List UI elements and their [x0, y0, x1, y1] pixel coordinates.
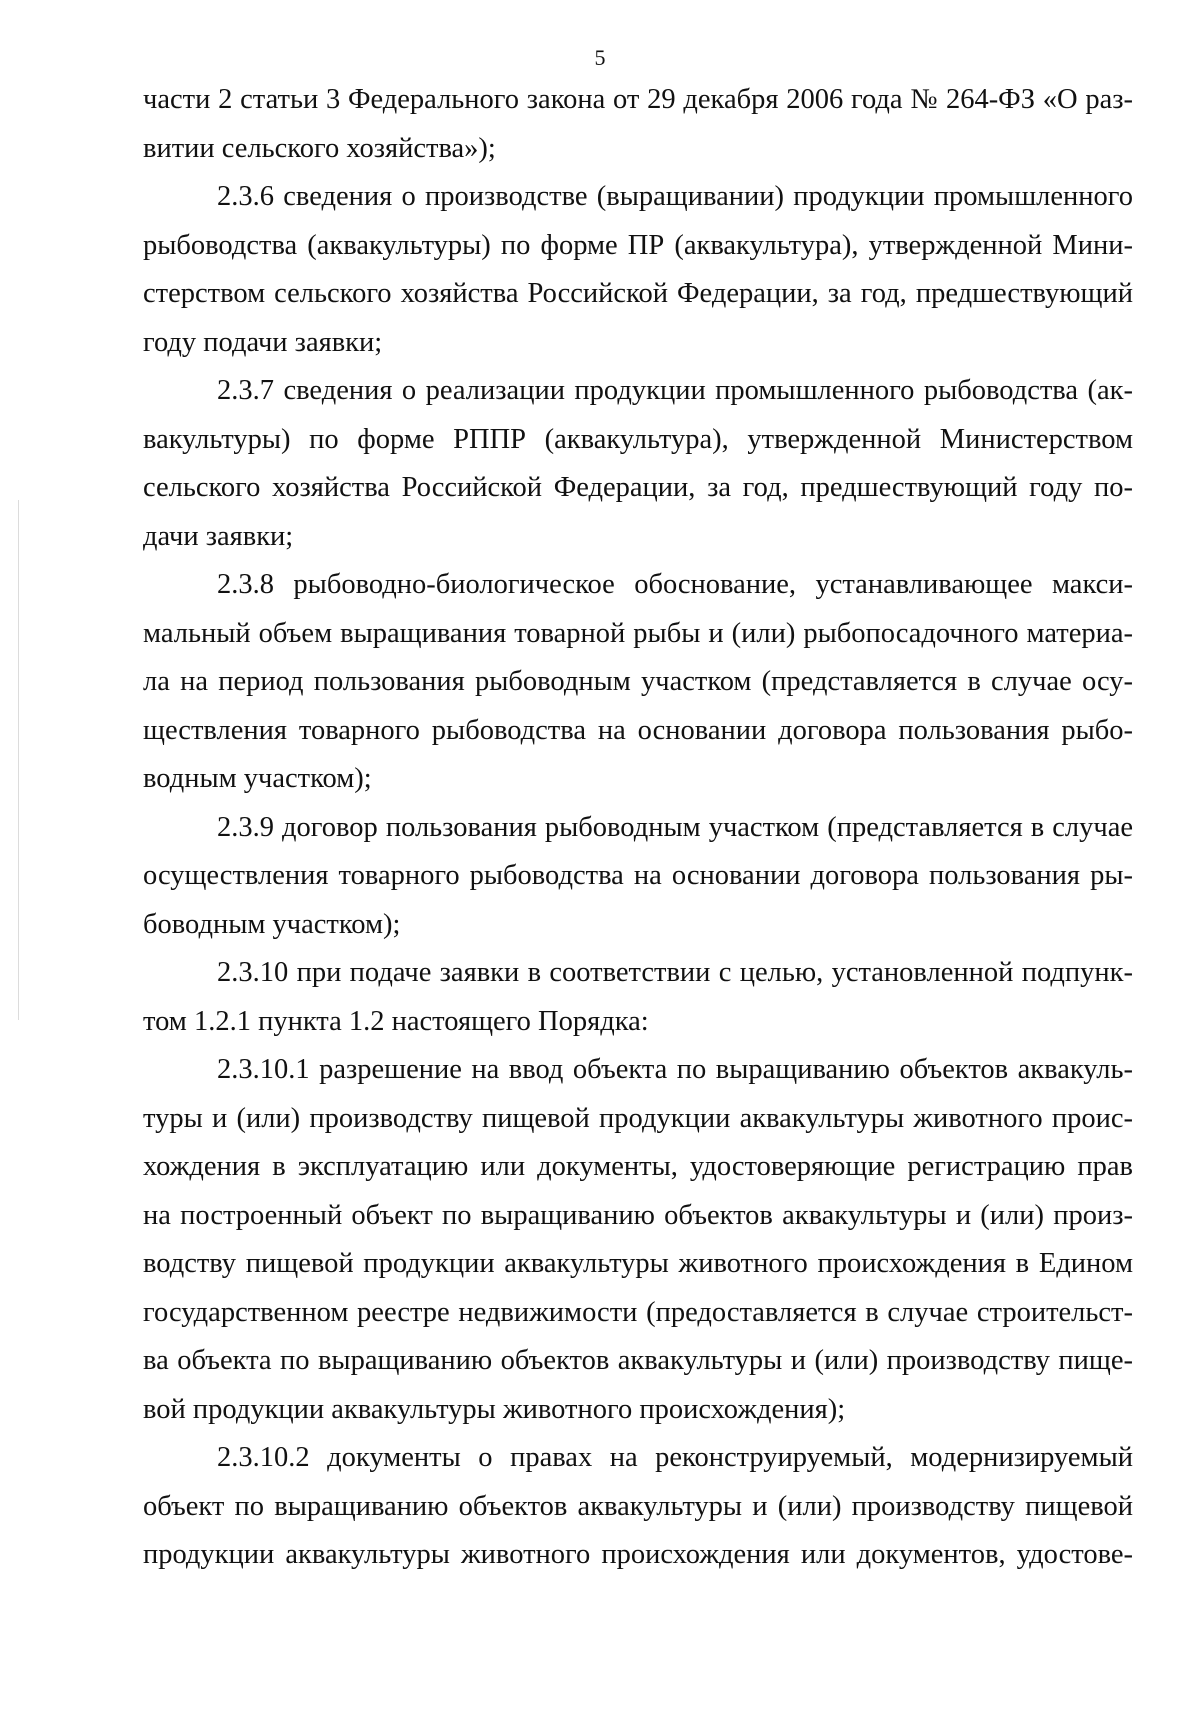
text-line: ла на период пользования рыбоводным участком (представляется в случае осу- — [143, 666, 1133, 697]
text-line: вакультуры) по форме РППР (аквакультура), утвержденной Министерством — [143, 423, 1133, 455]
text-line: осуществления товарного рыбоводства на основании договора пользования ры- — [143, 860, 1133, 891]
text-line: 2.3.10.2 документы о правах на реконструируемый, модернизируемый — [217, 1442, 1133, 1473]
text-line: 2.3.7 сведения о реализации продукции промышленного рыбоводства (ак- — [217, 375, 1133, 406]
scan-edge-mark — [18, 500, 19, 1020]
text-line: 2.3.6 сведения о производстве (выращивании) продукции промышленного — [217, 181, 1133, 212]
text-line: на построенный объект по выращиванию объектов аквакультуры и (или) произ- — [143, 1199, 1133, 1231]
text-line: рыбоводства (аквакультуры) по форме ПР (аквакультура), утвержденной Мини- — [143, 229, 1133, 261]
text-line: государственном реестре недвижимости (предоставляется в случае строительст- — [143, 1296, 1133, 1328]
text-line: туры и (или) производству пищевой продукции аквакультуры животного проис- — [143, 1102, 1133, 1134]
page-number: 5 — [594, 45, 606, 70]
text-line: боводным участком); — [143, 908, 401, 940]
text-line: том 1.2.1 пункта 1.2 настоящего Порядка: — [143, 1005, 649, 1037]
text-line: году подачи заявки; — [143, 326, 383, 358]
text-line: дачи заявки; — [143, 520, 294, 552]
text-line: сельского хозяйства Российской Федерации, за год, предшествующий году по- — [143, 472, 1133, 503]
text-line: вой продукции аквакультуры животного происхождения); — [143, 1393, 846, 1425]
text-line: водным участком); — [143, 763, 372, 794]
text-line: витии сельского хозяйства»); — [143, 132, 496, 164]
text-line: 2.3.9 договор пользования рыбоводным участком (представляется в случае — [217, 811, 1133, 843]
text-line: 2.3.10.1 разрешение на ввод объекта по выращиванию объектов аквакуль- — [217, 1054, 1133, 1085]
text-line: части 2 статьи 3 Федерального закона от 29 декабря 2006 года № 264-ФЗ «О раз- — [143, 84, 1133, 115]
text-line: ществления товарного рыбоводства на основании договора пользования рыбо- — [143, 714, 1133, 746]
document-body — [143, 76, 1133, 1580]
text-line: водству пищевой продукции аквакультуры животного происхождения в Едином — [143, 1248, 1133, 1279]
text-line: продукции аквакультуры животного происхождения или документов, удостове- — [143, 1539, 1133, 1570]
text-line: 2.3.8 рыбоводно-биологическое обоснование, устанавливающее макси- — [217, 569, 1133, 600]
text-line: 2.3.10 при подаче заявки в соответствии с целью, установленной подпунк- — [217, 957, 1133, 988]
text-line: ва объекта по выращиванию объектов аквакультуры и (или) производству пище- — [143, 1345, 1133, 1376]
text-line: мальный объем выращивания товарной рыбы и (или) рыбопосадочного материа- — [143, 617, 1133, 649]
text-line: хождения в эксплуатацию или документы, удостоверяющие регистрацию прав — [143, 1151, 1133, 1182]
text-line: стерством сельского хозяйства Российской Федерации, за год, предшествующий — [143, 278, 1133, 309]
text-line: объект по выращиванию объектов аквакультуры и (или) производству пищевой — [143, 1490, 1133, 1522]
